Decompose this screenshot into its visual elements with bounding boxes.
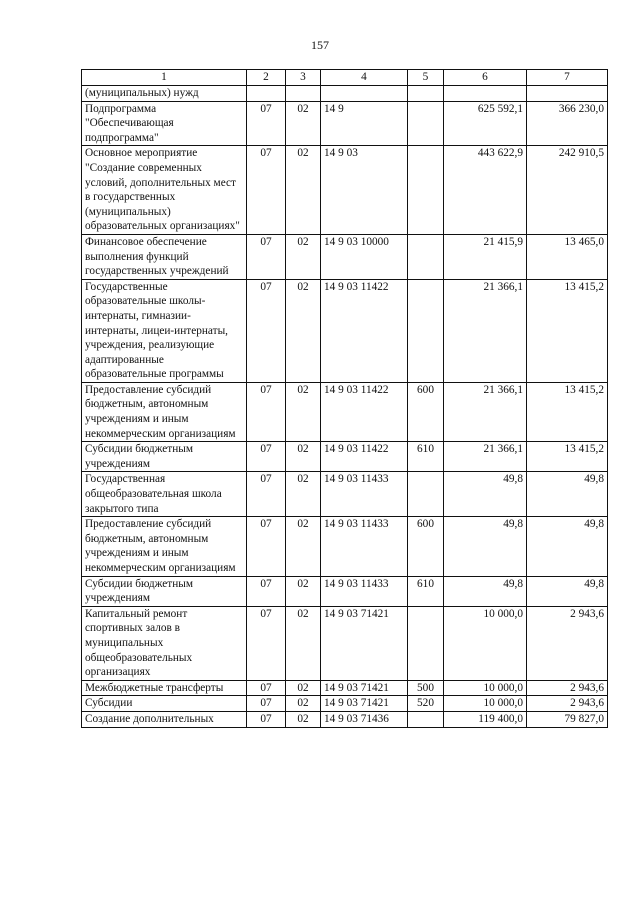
item-name: Создание дополнительных	[82, 711, 247, 727]
subsection-code: 02	[286, 146, 321, 235]
expense-type-code: 520	[408, 696, 444, 712]
table-row	[82, 711, 608, 727]
subsection-code: 02	[286, 472, 321, 517]
amount-col6	[444, 86, 527, 102]
expense-type-code	[408, 279, 444, 382]
amount-col6: 21 366,1	[444, 279, 527, 382]
subsection-code: 02	[286, 606, 321, 680]
target-article-code: 14 9	[321, 101, 408, 146]
target-article-code: 14 9 03 11422	[321, 279, 408, 382]
table-row	[82, 279, 608, 382]
target-article-code: 14 9 03 71421	[321, 606, 408, 680]
target-article-code: 14 9 03 10000	[321, 234, 408, 279]
amount-col7: 2 943,6	[527, 680, 608, 696]
table-row	[82, 146, 608, 235]
expense-type-code: 610	[408, 442, 444, 472]
expense-type-code	[408, 146, 444, 235]
section-code: 07	[247, 606, 286, 680]
header-row	[82, 70, 608, 86]
section-code: 07	[247, 517, 286, 576]
amount-col7: 49,8	[527, 576, 608, 606]
table-row	[82, 234, 608, 279]
table-row	[82, 472, 608, 517]
section-code: 07	[247, 382, 286, 441]
item-name: Субсидии	[82, 696, 247, 712]
amount-col7: 242 910,5	[527, 146, 608, 235]
section-code: 07	[247, 711, 286, 727]
amount-col6: 49,8	[444, 517, 527, 576]
item-name: Субсидии бюджетным учреждениям	[82, 576, 247, 606]
section-code: 07	[247, 696, 286, 712]
item-name: (муниципальных) нужд	[82, 86, 247, 102]
target-article-code: 14 9 03	[321, 146, 408, 235]
item-name: Основное мероприятие "Создание современных условий, дополнительных мест в государственных (муниципальных) образовательных организациях"	[82, 146, 247, 235]
section-code: 07	[247, 234, 286, 279]
amount-col6: 21 366,1	[444, 382, 527, 441]
amount-col7: 366 230,0	[527, 101, 608, 146]
header-cell: 4	[321, 70, 408, 86]
expense-type-code	[408, 606, 444, 680]
target-article-code: 14 9 03 11422	[321, 382, 408, 441]
subsection-code: 02	[286, 382, 321, 441]
amount-col7: 13 415,2	[527, 442, 608, 472]
amount-col7: 2 943,6	[527, 696, 608, 712]
table-row	[82, 101, 608, 146]
item-name: Предоставление субсидий бюджетным, автономным учреждениям и иным некоммерческим организациям	[82, 517, 247, 576]
target-article-code: 14 9 03 11433	[321, 576, 408, 606]
header-cell: 7	[527, 70, 608, 86]
item-name: Межбюджетные трансферты	[82, 680, 247, 696]
target-article-code: 14 9 03 11422	[321, 442, 408, 472]
amount-col7: 49,8	[527, 517, 608, 576]
page-number: 157	[311, 38, 329, 52]
expense-type-code: 610	[408, 576, 444, 606]
amount-col6: 49,8	[444, 576, 527, 606]
amount-col7	[527, 86, 608, 102]
subsection-code: 02	[286, 442, 321, 472]
target-article-code	[321, 86, 408, 102]
subsection-code: 02	[286, 517, 321, 576]
target-article-code: 14 9 03 11433	[321, 472, 408, 517]
table-row	[82, 517, 608, 576]
amount-col7: 79 827,0	[527, 711, 608, 727]
amount-col7: 13 465,0	[527, 234, 608, 279]
target-article-code: 14 9 03 71421	[321, 680, 408, 696]
expense-type-code	[408, 472, 444, 517]
amount-col6: 10 000,0	[444, 606, 527, 680]
subsection-code: 02	[286, 279, 321, 382]
item-name: Государственные образовательные школы-интернаты, гимназии-интернаты, лицеи-интернаты, учреждения, реализующие адаптированные образовательные программы	[82, 279, 247, 382]
amount-col7: 49,8	[527, 472, 608, 517]
table-row	[82, 606, 608, 680]
item-name: Субсидии бюджетным учреждениям	[82, 442, 247, 472]
header-cell: 6	[444, 70, 527, 86]
item-name: Капитальный ремонт спортивных залов в муниципальных общеобразовательных организациях	[82, 606, 247, 680]
expense-type-code: 600	[408, 517, 444, 576]
amount-col6: 443 622,9	[444, 146, 527, 235]
item-name: Подпрограмма "Обеспечивающая подпрограмма"	[82, 101, 247, 146]
section-code	[247, 86, 286, 102]
table-row	[82, 382, 608, 441]
subsection-code: 02	[286, 101, 321, 146]
table-row	[82, 696, 608, 712]
section-code: 07	[247, 146, 286, 235]
expense-type-code	[408, 711, 444, 727]
section-code: 07	[247, 101, 286, 146]
subsection-code: 02	[286, 696, 321, 712]
section-code: 07	[247, 472, 286, 517]
amount-col6: 49,8	[444, 472, 527, 517]
target-article-code: 14 9 03 71436	[321, 711, 408, 727]
amount-col7: 13 415,2	[527, 279, 608, 382]
table-row	[82, 680, 608, 696]
section-code: 07	[247, 680, 286, 696]
table-row	[82, 576, 608, 606]
subsection-code: 02	[286, 576, 321, 606]
amount-col6: 21 415,9	[444, 234, 527, 279]
table-row	[82, 442, 608, 472]
header-cell: 3	[286, 70, 321, 86]
expense-type-code	[408, 234, 444, 279]
table-row	[82, 86, 608, 102]
target-article-code: 14 9 03 11433	[321, 517, 408, 576]
header-cell: 2	[247, 70, 286, 86]
item-name: Государственная общеобразовательная школа закрытого типа	[82, 472, 247, 517]
amount-col7: 13 415,2	[527, 382, 608, 441]
amount-col6: 10 000,0	[444, 696, 527, 712]
item-name: Финансовое обеспечение выполнения функций государственных учреждений	[82, 234, 247, 279]
budget-table	[81, 69, 608, 728]
expense-type-code	[408, 86, 444, 102]
amount-col6: 625 592,1	[444, 101, 527, 146]
section-code: 07	[247, 576, 286, 606]
expense-type-code: 600	[408, 382, 444, 441]
subsection-code	[286, 86, 321, 102]
subsection-code: 02	[286, 680, 321, 696]
table-body	[82, 86, 608, 728]
subsection-code: 02	[286, 711, 321, 727]
item-name: Предоставление субсидий бюджетным, автономным учреждениям и иным некоммерческим организациям	[82, 382, 247, 441]
expense-type-code: 500	[408, 680, 444, 696]
target-article-code: 14 9 03 71421	[321, 696, 408, 712]
expense-type-code	[408, 101, 444, 146]
amount-col6: 21 366,1	[444, 442, 527, 472]
amount-col6: 10 000,0	[444, 680, 527, 696]
amount-col6: 119 400,0	[444, 711, 527, 727]
section-code: 07	[247, 279, 286, 382]
amount-col7: 2 943,6	[527, 606, 608, 680]
subsection-code: 02	[286, 234, 321, 279]
header-cell: 1	[82, 70, 247, 86]
section-code: 07	[247, 442, 286, 472]
header-cell: 5	[408, 70, 444, 86]
